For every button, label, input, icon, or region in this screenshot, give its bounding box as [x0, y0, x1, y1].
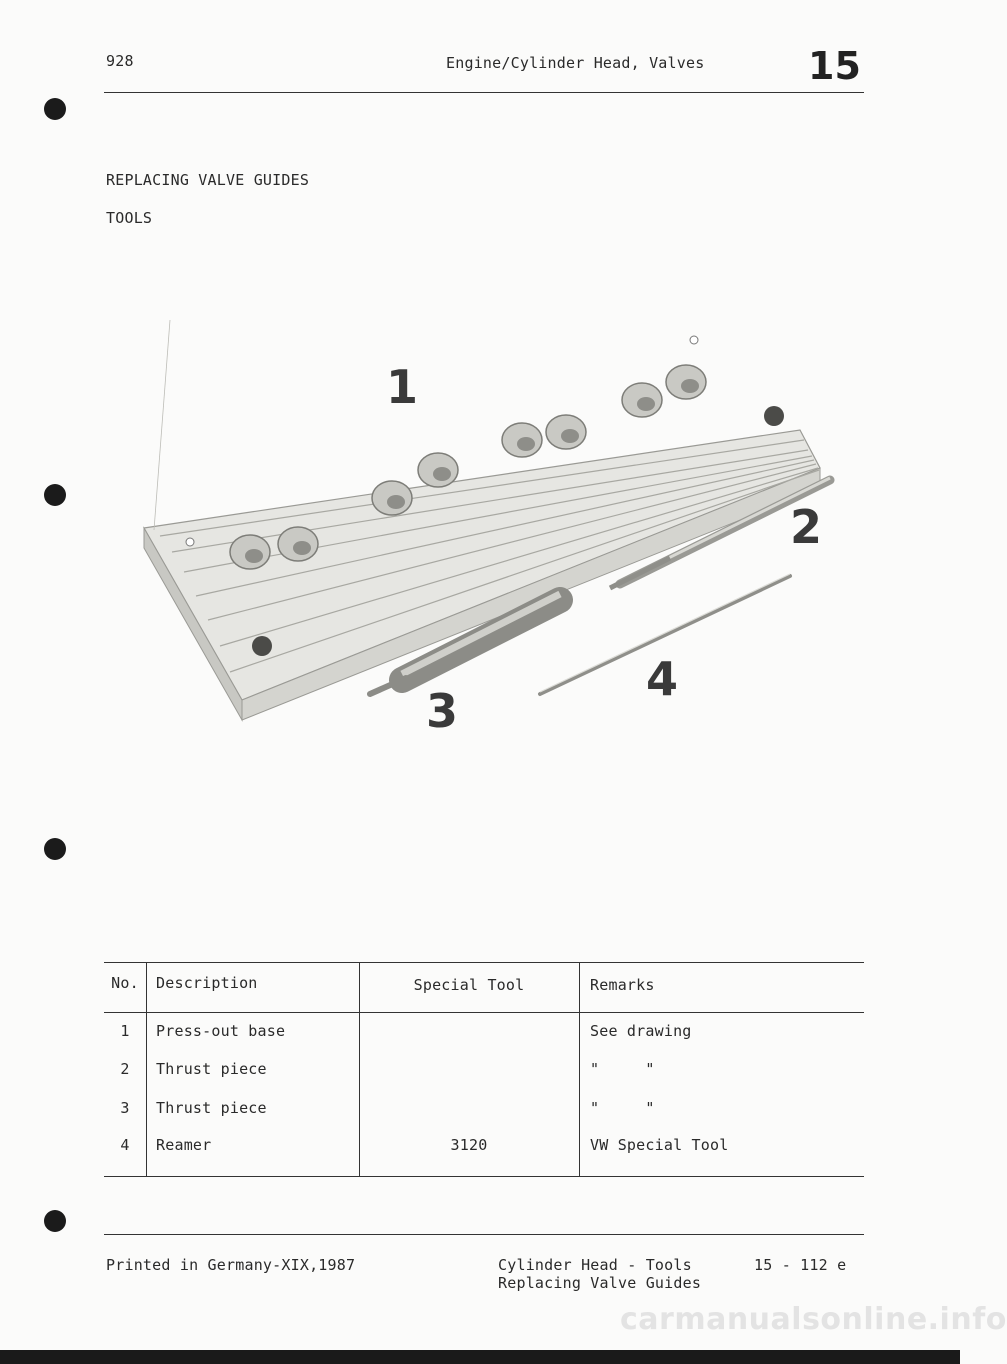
bore-inner: [433, 467, 451, 481]
table-col-divider: [579, 962, 580, 1176]
table-top-rule: [104, 962, 864, 963]
dowel-pin: [252, 636, 272, 656]
group-number: 15: [808, 44, 861, 88]
bottom-bar: [0, 1350, 960, 1364]
groove-line: [154, 320, 170, 530]
binder-hole: [44, 484, 66, 506]
bore-inner: [245, 549, 263, 563]
row-remarks: " ": [590, 1060, 655, 1078]
row-remarks: " ": [590, 1099, 655, 1117]
table-header-description: Description: [156, 974, 258, 992]
table-header-special-tool: Special Tool: [413, 976, 525, 994]
row-description: Thrust piece: [156, 1099, 267, 1117]
row-description: Reamer: [156, 1136, 212, 1154]
bore-inner: [387, 495, 405, 509]
footer-rule: [104, 1234, 864, 1235]
section-heading: REPLACING VALVE GUIDES: [106, 171, 310, 189]
screw-hole: [690, 336, 698, 344]
table-header-remarks: Remarks: [590, 976, 655, 994]
bore-inner: [293, 541, 311, 555]
row-description: Press-out base: [156, 1022, 286, 1040]
row-remarks: See drawing: [590, 1022, 692, 1040]
section-subheading: TOOLS: [106, 209, 153, 227]
row-no: 4: [120, 1136, 130, 1154]
row-no: 2: [120, 1060, 130, 1078]
dowel-pin: [764, 406, 784, 426]
row-no: 1: [120, 1022, 130, 1040]
footer-page-ref: 15 - 112 e: [754, 1256, 847, 1274]
row-description: Thrust piece: [156, 1060, 267, 1078]
binder-hole: [44, 98, 66, 120]
bore-inner: [561, 429, 579, 443]
callout-3: 3: [426, 684, 459, 738]
row-special-tool: 3120: [450, 1136, 488, 1154]
bore-inner: [681, 379, 699, 393]
row-remarks: VW Special Tool: [590, 1136, 729, 1154]
table-header-no: No.: [111, 974, 139, 992]
watermark: carmanualsonline.info: [620, 1302, 1007, 1337]
binder-hole: [44, 838, 66, 860]
table-col-divider: [146, 962, 147, 1176]
header-rule: [104, 92, 864, 93]
tools-figure: [130, 290, 850, 740]
table-header-rule: [104, 1012, 864, 1013]
tools-table: [104, 962, 864, 1178]
callout-2: 2: [790, 500, 823, 554]
screw-hole: [186, 538, 194, 546]
page-number: 928: [106, 52, 134, 70]
page-title: Engine/Cylinder Head, Valves: [446, 54, 705, 72]
bore-inner: [517, 437, 535, 451]
footer-topic-line1: Cylinder Head - Tools: [498, 1256, 692, 1274]
tools-illustration: [130, 290, 850, 740]
callout-1: 1: [386, 360, 419, 414]
callout-4: 4: [646, 652, 679, 706]
row-no: 3: [120, 1099, 130, 1117]
bore-inner: [637, 397, 655, 411]
binder-hole: [44, 1210, 66, 1232]
footer-printed: Printed in Germany-XIX,1987: [106, 1256, 356, 1274]
footer-topic-line2: Replacing Valve Guides: [498, 1274, 702, 1292]
table-bottom-rule: [104, 1176, 864, 1177]
